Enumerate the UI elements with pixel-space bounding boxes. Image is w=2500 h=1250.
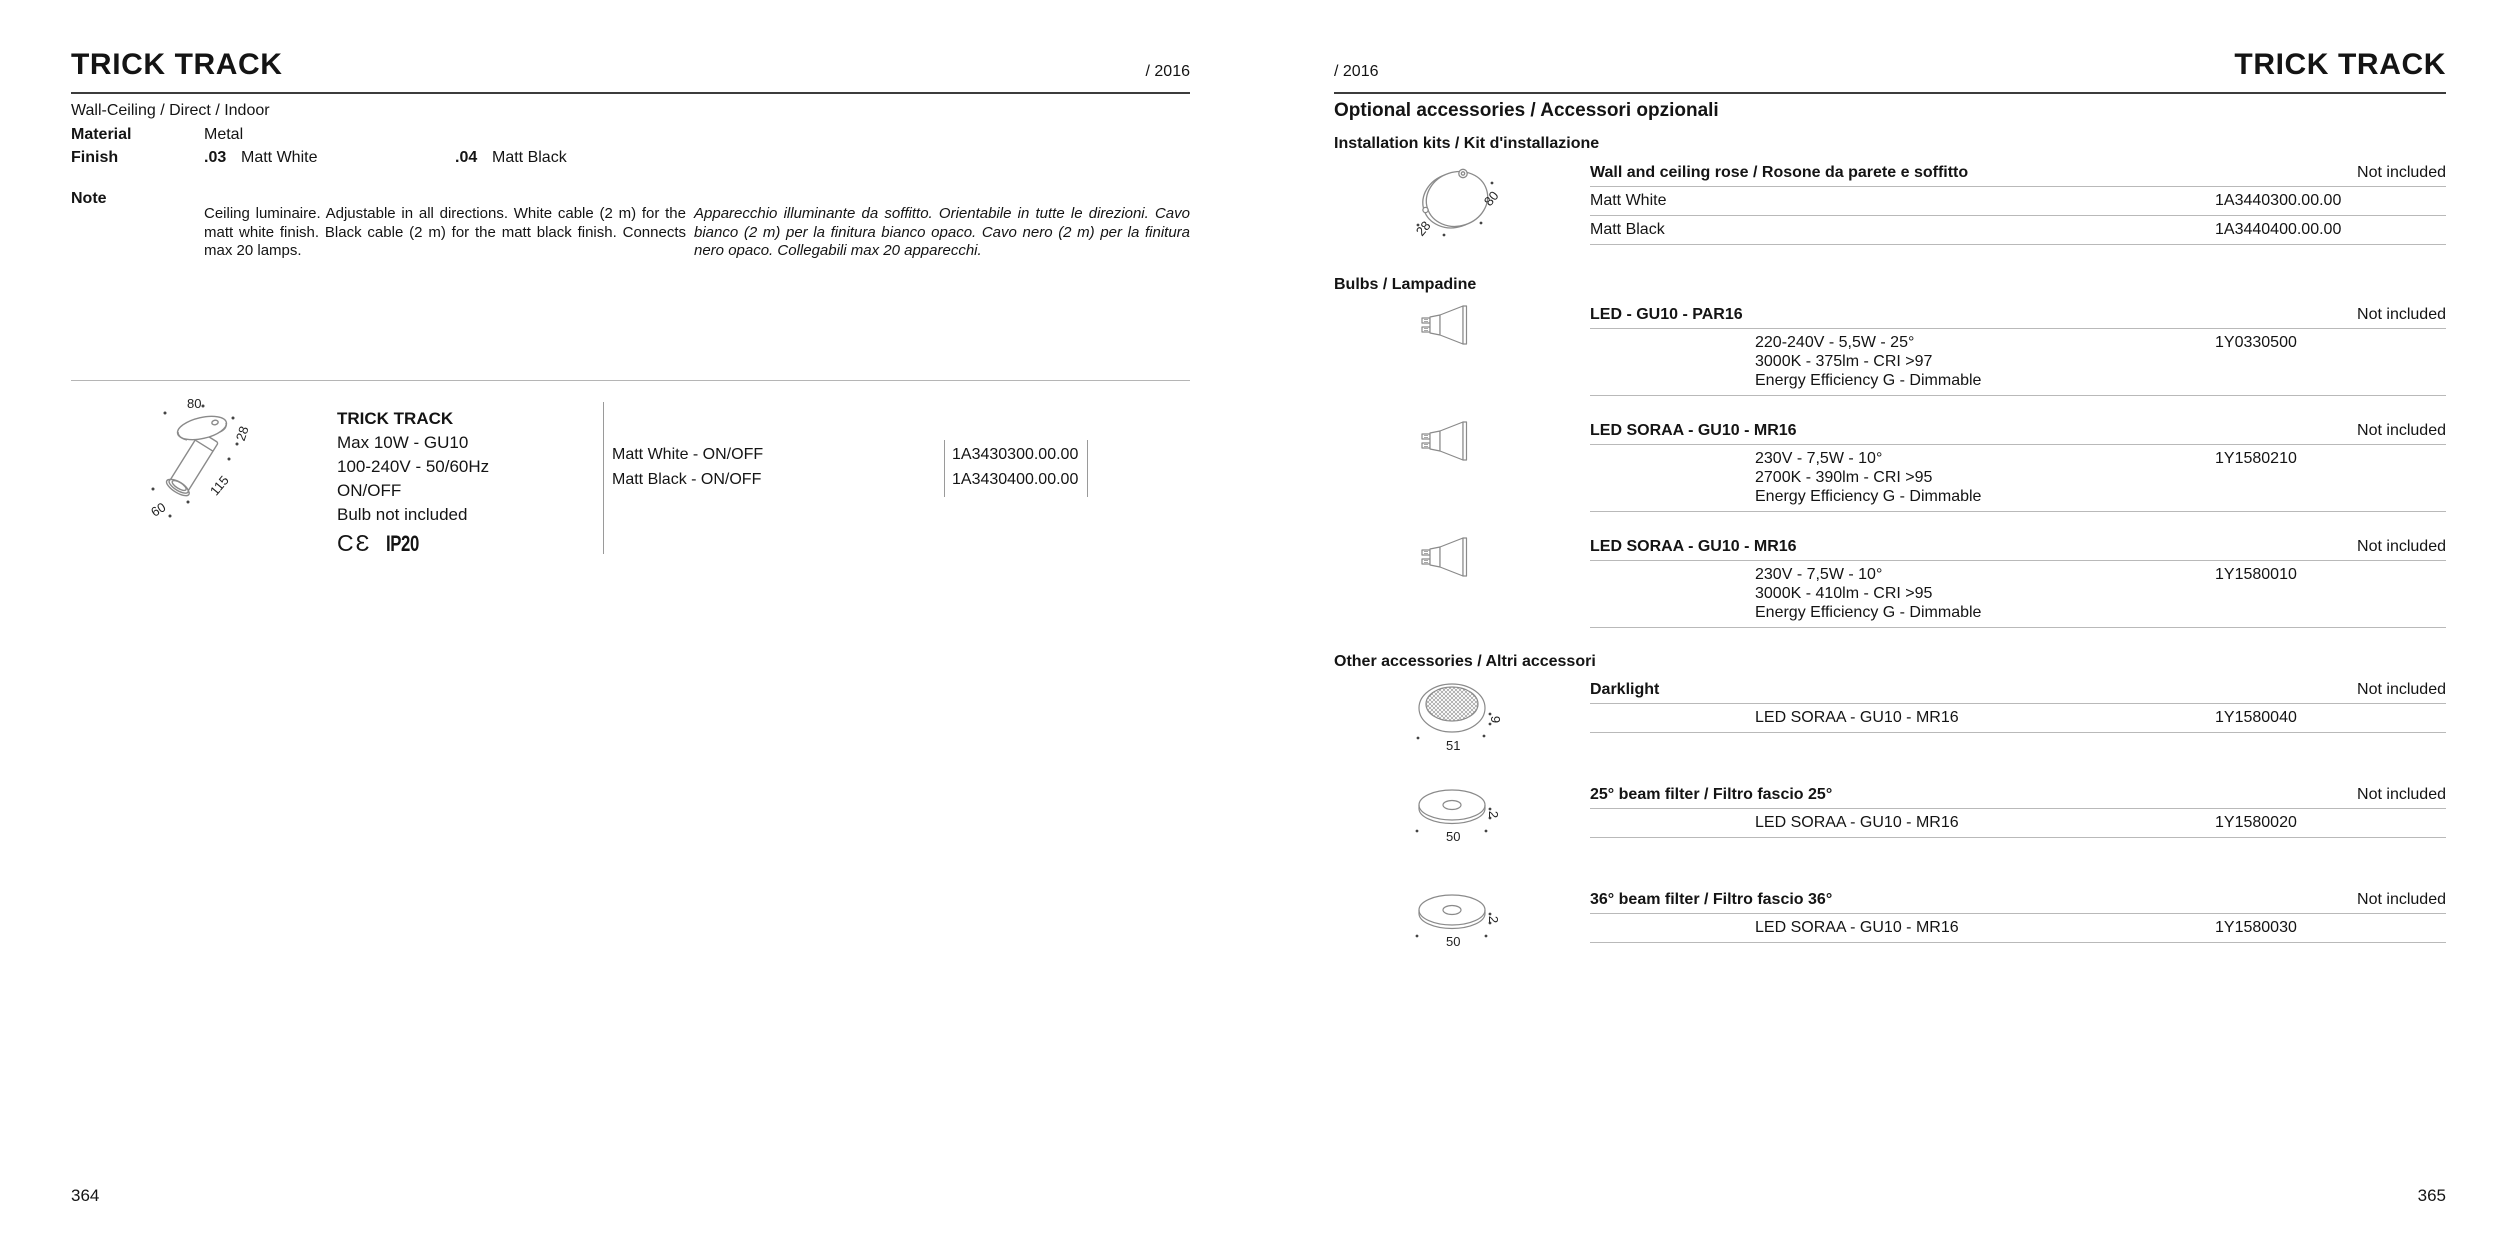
entry-line: Energy Efficiency G - Dimmable	[1755, 488, 1982, 505]
note-english: Ceiling luminaire. Adjustable in all directions. White cable (2 m) for the matt white finish. Black cable (2 m) for the matt black finish. Connects max 20 lamps.	[204, 205, 686, 259]
entry-line: 220-240V - 5,5W - 25°	[1755, 334, 1915, 351]
column-divider	[603, 402, 604, 554]
dimension-label: 80	[1480, 188, 1502, 209]
accessory-title-row	[1590, 305, 2446, 329]
product-code: 1A3440300.00.00	[2215, 192, 2342, 209]
dimension-label: 50	[1446, 829, 1461, 844]
entry-line: LED SORAA - GU10 - MR16	[1755, 709, 1959, 726]
variant-code: 1A3430300.00.00	[952, 446, 1079, 463]
finish-code: .04	[455, 149, 478, 166]
accessory-title: 25° beam filter / Filtro fascio 25°	[1590, 786, 1833, 803]
accessory-entry	[1590, 914, 2446, 943]
page-number: 365	[2417, 1186, 2446, 1205]
product-code: 1A3440400.00.00	[2215, 221, 2342, 238]
accessory-title-row	[1590, 890, 2446, 914]
left-page	[71, 0, 1190, 1250]
section-divider	[71, 380, 1190, 381]
dimension-label: 2	[1486, 810, 1502, 819]
gu10-bulb-icon	[1418, 303, 1536, 411]
darklight-icon	[1410, 676, 1528, 784]
entry-lines	[1590, 333, 2446, 390]
title-rule	[1334, 92, 2446, 94]
year-label: / 2016	[1334, 63, 1379, 80]
availability-label: Not included	[2357, 538, 2446, 555]
ce-mark-icon: CƐ	[337, 530, 372, 556]
entry-line: Energy Efficiency G - Dimmable	[1755, 372, 1982, 389]
product-code: 1Y1580020	[2215, 814, 2297, 831]
subsection-header: Other accessories / Altri accessori	[1334, 653, 1596, 670]
entry-lines	[1590, 918, 2446, 937]
availability-label: Not included	[2357, 164, 2446, 181]
entry-line: 230V - 7,5W - 10°	[1755, 566, 1883, 583]
entry-line: 2700K - 390lm - CRI >95	[1755, 469, 1933, 486]
finish-name: Matt Black	[492, 149, 567, 166]
entry-line: 3000K - 410lm - CRI >95	[1755, 585, 1933, 602]
accessory-title-row	[1590, 163, 2446, 187]
beam-filter-icon	[1410, 886, 1528, 994]
entry-line: 3000K - 375lm - CRI >97	[1755, 353, 1933, 370]
finish-code: .03	[204, 149, 227, 166]
material-value: Metal	[204, 126, 244, 143]
accessory-entry	[1590, 561, 2446, 628]
spec-line: ON/OFF	[337, 481, 402, 500]
accessory-item	[1446, 680, 2446, 753]
ip-rating: IP20	[386, 531, 420, 556]
subsection-header: Installation kits / Kit d'installazione	[1334, 135, 1600, 152]
beam-filter-icon	[1410, 781, 1528, 889]
dimension-label: 28	[232, 424, 252, 443]
spec-line: Max 10W - GU10	[337, 433, 469, 452]
accessory-item	[1412, 163, 2446, 245]
variant-label: Matt White - ON/OFF	[612, 446, 764, 463]
note-label: Note	[71, 190, 107, 207]
product-name: TRICK TRACK	[337, 409, 454, 428]
page-title: TRICK TRACK	[2234, 48, 2446, 81]
year-label: / 2016	[1145, 63, 1190, 80]
accessory-item	[1446, 890, 2446, 949]
accessory-title-row	[1590, 537, 2446, 561]
entry-line: Matt Black	[1590, 221, 1665, 238]
dimension-label: 60	[148, 499, 169, 520]
accessory-entry	[1590, 187, 2446, 216]
spec-line: 100-240V - 50/60Hz	[337, 457, 490, 476]
accessory-title: Darklight	[1590, 681, 1660, 698]
gu10-bulb-icon	[1418, 419, 1536, 527]
note-italian: Apparecchio illuminante da soffitto. Orientabile in tutte le direzioni. Cavo bianco (2 m) per la finitura bianco opaco. Cavo nero (2 m) per la finitura nero opaco. Collegabili max 20 apparecchi.	[694, 205, 1190, 259]
accessory-item	[1446, 785, 2446, 844]
product-code: 1Y0330500	[2215, 334, 2297, 351]
availability-label: Not included	[2357, 786, 2446, 803]
availability-label: Not included	[2357, 306, 2446, 323]
subsection-header: Bulbs / Lampadine	[1334, 276, 1477, 293]
accessory-item	[1590, 537, 2446, 628]
accessory-title: LED SORAA - GU10 - MR16	[1590, 538, 1797, 555]
rose-icon	[1410, 159, 1528, 267]
dimension-label: 2	[1486, 915, 1502, 924]
product-code: 1Y1580030	[2215, 919, 2297, 936]
dimension-label: 50	[1446, 934, 1461, 949]
availability-label: Not included	[2357, 422, 2446, 439]
availability-label: Not included	[2357, 681, 2446, 698]
dimension-label: 80	[187, 396, 202, 411]
spec-line: Bulb not included	[337, 505, 468, 524]
accessory-title-row	[1590, 421, 2446, 445]
entry-line: LED SORAA - GU10 - MR16	[1755, 919, 1959, 936]
section-title: Optional accessories / Accessori opzionali	[1334, 100, 1719, 121]
accessory-title: 36° beam filter / Filtro fascio 36°	[1590, 891, 1833, 908]
finish-name: Matt White	[241, 149, 318, 166]
accessory-item	[1590, 421, 2446, 512]
page-number: 364	[71, 1186, 100, 1205]
product-diagram	[145, 392, 275, 532]
dimension-label: 115	[206, 472, 232, 499]
category-label: Wall-Ceiling / Direct / Indoor	[71, 102, 270, 119]
certification-marks	[337, 531, 489, 558]
code-column-divider	[944, 440, 945, 497]
accessory-title-row	[1590, 785, 2446, 809]
product-specs	[337, 407, 489, 558]
entry-line: Energy Efficiency G - Dimmable	[1755, 604, 1982, 621]
material-label: Material	[71, 126, 132, 143]
entry-lines	[1590, 813, 2446, 832]
accessory-title: Wall and ceiling rose / Rosone da parete e soffitto	[1590, 164, 1969, 181]
accessory-entry	[1590, 216, 2446, 245]
accessory-entry	[1590, 809, 2446, 838]
entry-line: 230V - 7,5W - 10°	[1755, 450, 1883, 467]
accessory-entry	[1590, 704, 2446, 733]
variant-label: Matt Black - ON/OFF	[612, 471, 762, 488]
accessory-entry	[1590, 329, 2446, 396]
variant-code: 1A3430400.00.00	[952, 471, 1079, 488]
availability-label: Not included	[2357, 891, 2446, 908]
accessories-list	[1334, 132, 2446, 949]
accessory-item	[1590, 305, 2446, 396]
product-code: 1Y1580010	[2215, 566, 2297, 583]
title-rule	[71, 92, 1190, 94]
finish-label: Finish	[71, 149, 119, 166]
dimension-label: 9	[1488, 715, 1504, 724]
accessory-entry	[1590, 445, 2446, 512]
product-code: 1Y1580210	[2215, 450, 2297, 467]
right-page	[1334, 0, 2446, 1250]
gu10-bulb-icon	[1418, 535, 1536, 643]
dimension-label: 51	[1446, 738, 1461, 753]
entry-line: LED SORAA - GU10 - MR16	[1755, 814, 1959, 831]
code-column-divider	[1087, 440, 1088, 497]
dimension-label: 28	[1412, 218, 1434, 239]
entry-line: Matt White	[1590, 192, 1667, 209]
accessory-title: LED SORAA - GU10 - MR16	[1590, 422, 1797, 439]
accessory-title: LED - GU10 - PAR16	[1590, 306, 1743, 323]
entry-lines	[1590, 449, 2446, 506]
accessory-title-row	[1590, 680, 2446, 704]
product-code: 1Y1580040	[2215, 709, 2297, 726]
entry-lines	[1590, 565, 2446, 622]
entry-lines	[1590, 708, 2446, 727]
page-title: TRICK TRACK	[71, 48, 283, 81]
